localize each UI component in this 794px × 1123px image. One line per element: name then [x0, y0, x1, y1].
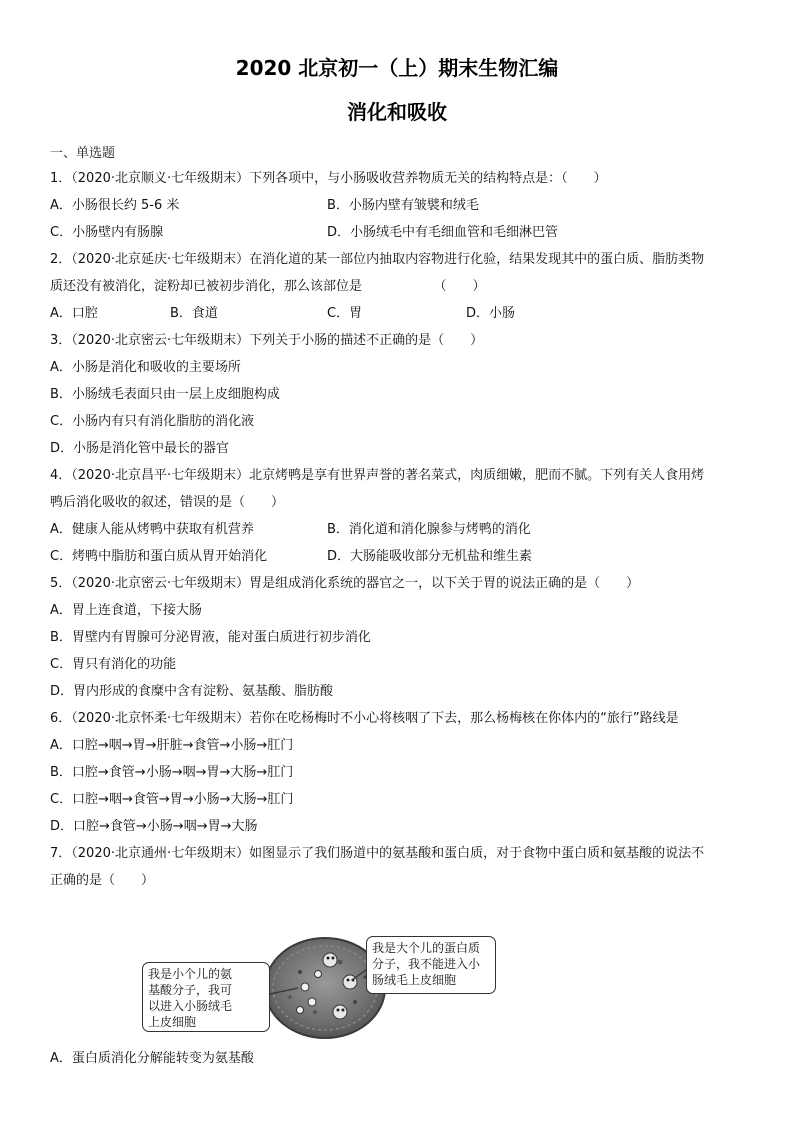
question-2-option-a: A．口腔 — [50, 306, 98, 321]
bubble-line: 上皮细胞 — [148, 1015, 197, 1029]
question-5-option-d: D．胃内形成的食糜中含有淀粉、氨基酸、脂肪酸 — [50, 684, 334, 699]
intestine-figure — [140, 932, 500, 1044]
question-3-option-b: B．小肠绒毛表面只由一层上皮细胞构成 — [50, 387, 280, 402]
question-5-option-c: C．胃只有消化的功能 — [50, 657, 177, 672]
page-title: 2020 北京初一（上）期末生物汇编 — [235, 56, 559, 80]
question-3-option-c: C．小肠内有只有消化脂肪的消化液 — [50, 414, 255, 429]
bubble-line: 以进入小肠绒毛 — [148, 999, 233, 1013]
question-2-stem-line-2: 质还没有被消化，淀粉却已被初步消化，那么该部位是 （ ） — [50, 279, 486, 294]
question-6-option-a: A．口腔→咽→胃→肝脏→食管→小肠→肛门 — [50, 738, 294, 753]
question-4-option-d: D．大肠能吸收部分无机盐和维生素 — [327, 549, 533, 564]
amino-acid-speech-bubble — [142, 962, 270, 1032]
question-7-stem-line-2: 正确的是（ ） — [50, 873, 155, 888]
question-4-option-b: B．消化道和消化腺参与烤鸭的消化 — [327, 522, 531, 537]
protein-molecule-icon — [343, 975, 357, 989]
question-5-stem: 5．（2020·北京密云·七年级期末）胃是组成消化系统的器官之一，以下关于胃的说法正确的是（ ） — [50, 576, 640, 591]
question-6-option-c: C．口腔→咽→食管→胃→小肠→大肠→肛门 — [50, 792, 294, 807]
bubble-line: 基酸分子，我可 — [148, 983, 233, 997]
question-1-option-c: C．小肠壁内有肠腺 — [50, 225, 164, 240]
bubble-line: 分子，我不能进入小 — [372, 957, 481, 971]
question-1-option-b: B．小肠内壁有皱襞和绒毛 — [327, 198, 479, 213]
question-6-stem: 6．（2020·北京怀柔·七年级期末）若你在吃杨梅时不小心将核咽了下去，那么杨梅核在你体内的“旅行”路线是 — [50, 711, 679, 726]
question-1-option-a: A．小肠很长约 5-6 米 — [50, 198, 180, 213]
question-3-stem: 3．（2020·北京密云·七年级期末）下列关于小肠的描述不正确的是（ ） — [50, 333, 484, 348]
question-5-option-b: B．胃壁内有胃腺可分泌胃液，能对蛋白质进行初步消化 — [50, 630, 371, 645]
section-label: 一、单选题 — [50, 146, 116, 161]
question-3-option-a: A．小肠是消化和吸收的主要场所 — [50, 360, 241, 375]
question-4-option-c: C．烤鸭中脂肪和蛋白质从胃开始消化 — [50, 549, 268, 564]
question-3-option-d: D．小肠是消化管中最长的器官 — [50, 441, 230, 456]
bubble-line: 我是小个儿的氨 — [148, 967, 233, 981]
question-5-option-a: A．胃上连食道，下接大肠 — [50, 603, 202, 618]
question-1-stem: 1．（2020·北京顺义·七年级期末）下列各项中，与小肠吸收营养物质无关的结构特点是：（ ） — [50, 171, 607, 186]
page-subtitle: 消化和吸收 — [347, 100, 447, 124]
protein-molecule-icon — [333, 1005, 347, 1019]
protein-molecule-icon — [323, 953, 337, 967]
question-1-option-d: D．小肠绒毛中有毛细血管和毛细淋巴管 — [327, 225, 559, 240]
question-2-stem-line-1: 2．（2020·北京延庆·七年级期末）在消化道的某一部位内抽取内容物进行化验，结果发现其中的蛋白质、脂肪类物 — [50, 252, 705, 267]
question-4-stem-line-1: 4．（2020·北京昌平·七年级期末）北京烤鸭是享有世界声誉的著名菜式，肉质细嫩，肥而不腻。下列有关人食用烤 — [50, 468, 705, 483]
question-6-option-b: B．口腔→食管→小肠→咽→胃→大肠→肛门 — [50, 765, 294, 780]
question-4-option-a: A．健康人能从烤鸭中获取有机营养 — [50, 522, 254, 537]
question-6-option-d: D．口腔→食管→小肠→咽→胃→大肠 — [50, 819, 258, 834]
question-7-stem-line-1: 7．（2020·北京通州·七年级期末）如图显示了我们肠道中的氨基酸和蛋白质，对于食物中蛋白质和氨基酸的说法不 — [50, 846, 705, 861]
question-2-option-d: D．小肠 — [466, 306, 516, 321]
question-4-stem-line-2: 鸭后消化吸收的叙述，错误的是（ ） — [50, 495, 285, 510]
protein-speech-bubble — [366, 936, 496, 994]
question-2-option-b: B．食道 — [170, 306, 218, 321]
question-2-option-c: C．胃 — [327, 306, 363, 321]
bubble-line: 肠绒毛上皮细胞 — [372, 973, 457, 987]
question-7-option-a: A．蛋白质消化分解能转变为氨基酸 — [50, 1051, 254, 1066]
bubble-line: 我是大个儿的蛋白质 — [372, 941, 481, 955]
